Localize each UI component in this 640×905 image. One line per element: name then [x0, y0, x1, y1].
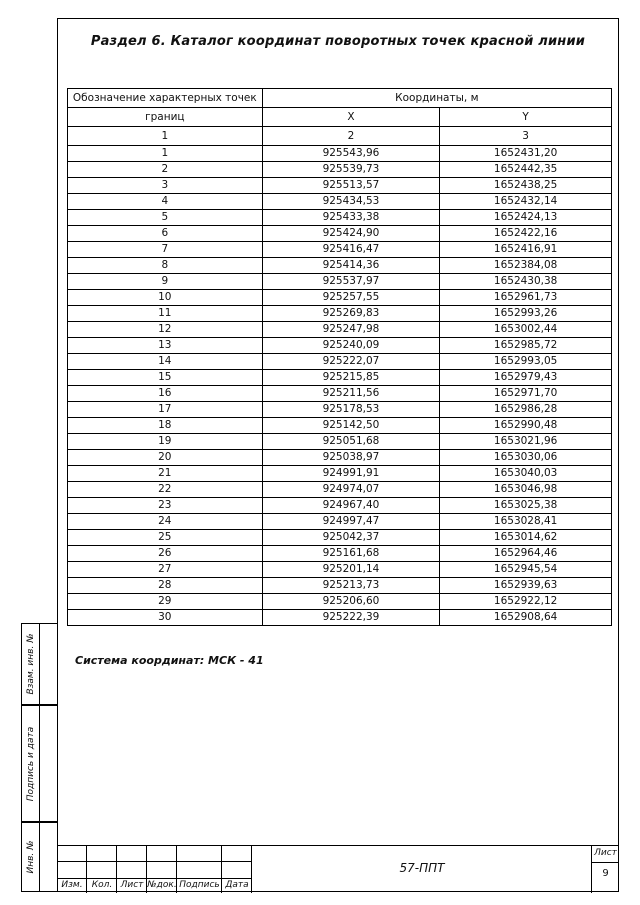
x-coordinate-cell: 925178,53 [262, 402, 440, 418]
y-coordinate-cell: 1652430,38 [440, 274, 612, 290]
x-coordinate-cell: 924997,47 [262, 514, 440, 530]
table-header-row [68, 127, 612, 146]
x-coordinate-cell: 925414,36 [262, 258, 440, 274]
y-coordinate-cell: 1652993,05 [440, 354, 612, 370]
x-coordinate-cell: 925543,96 [262, 146, 440, 162]
table-row [68, 322, 612, 338]
x-coordinate-cell: 925213,73 [262, 578, 440, 594]
x-coordinate-cell: 924991,91 [262, 466, 440, 482]
y-coordinate-cell: 1652961,73 [440, 290, 612, 306]
x-coordinate-cell: 925269,83 [262, 306, 440, 322]
table-row [68, 226, 612, 242]
point-number-cell: 24 [68, 514, 263, 530]
side-stamp-inv-label: Инв. № [25, 840, 36, 874]
table-row [68, 290, 612, 306]
table-row [68, 162, 612, 178]
point-number-cell: 3 [68, 178, 263, 194]
side-stamp-vzam-label: Взам. инв. № [25, 633, 36, 695]
table-row [68, 418, 612, 434]
header-num-3: 3 [440, 127, 612, 146]
table-row [68, 242, 612, 258]
x-coordinate-cell: 925539,73 [262, 162, 440, 178]
x-coordinate-cell: 925211,56 [262, 386, 440, 402]
y-coordinate-cell: 1652438,25 [440, 178, 612, 194]
y-coordinate-cell: 1652964,46 [440, 546, 612, 562]
tb-data: Дата [225, 880, 249, 890]
table-row [68, 306, 612, 322]
x-coordinate-cell: 925416,47 [262, 242, 440, 258]
table-row [68, 546, 612, 562]
table-row [68, 194, 612, 210]
point-number-cell: 27 [68, 562, 263, 578]
y-coordinate-cell: 1652432,14 [440, 194, 612, 210]
tb-izm: Изм. [61, 880, 83, 890]
table-row [68, 530, 612, 546]
point-number-cell: 14 [68, 354, 263, 370]
y-coordinate-cell: 1652431,20 [440, 146, 612, 162]
x-coordinate-cell: 925247,98 [262, 322, 440, 338]
point-number-cell: 7 [68, 242, 263, 258]
x-coordinate-cell: 925222,39 [262, 610, 440, 626]
x-coordinate-cell: 925513,57 [262, 178, 440, 194]
point-number-cell: 23 [68, 498, 263, 514]
x-coordinate-cell: 924967,40 [262, 498, 440, 514]
x-coordinate-cell: 925142,50 [262, 418, 440, 434]
x-coordinate-cell: 925161,68 [262, 546, 440, 562]
y-coordinate-cell: 1653030,06 [440, 450, 612, 466]
y-coordinate-cell: 1653046,98 [440, 482, 612, 498]
point-number-cell: 16 [68, 386, 263, 402]
point-number-cell: 21 [68, 466, 263, 482]
x-coordinate-cell: 925433,38 [262, 210, 440, 226]
point-number-cell: 18 [68, 418, 263, 434]
sheet-label: Лист [594, 848, 617, 858]
table-row [68, 434, 612, 450]
side-stamp-vzam [21, 623, 57, 705]
page-title: Раздел 6. Каталог координат поворотных точек красной линии [90, 34, 586, 49]
header-coords: Координаты, м [262, 89, 611, 108]
table-row [68, 370, 612, 386]
point-number-cell: 25 [68, 530, 263, 546]
y-coordinate-cell: 1652416,91 [440, 242, 612, 258]
coordinate-system-note: Система координат: МСК - 41 [75, 654, 264, 667]
point-number-cell: 1 [68, 146, 263, 162]
y-coordinate-cell: 1652986,28 [440, 402, 612, 418]
x-coordinate-cell: 925038,97 [262, 450, 440, 466]
y-coordinate-cell: 1652985,72 [440, 338, 612, 354]
point-number-cell: 28 [68, 578, 263, 594]
table-row [68, 146, 612, 162]
tb-list: Лист [120, 880, 144, 890]
x-coordinate-cell: 925537,97 [262, 274, 440, 290]
y-coordinate-cell: 1653028,41 [440, 514, 612, 530]
x-coordinate-cell: 925215,85 [262, 370, 440, 386]
y-coordinate-cell: 1652993,26 [440, 306, 612, 322]
table-row [68, 178, 612, 194]
table-row [68, 274, 612, 290]
point-number-cell: 4 [68, 194, 263, 210]
y-coordinate-cell: 1653040,03 [440, 466, 612, 482]
header-num-2: 2 [262, 127, 440, 146]
point-number-cell: 30 [68, 610, 263, 626]
table-row [68, 610, 612, 626]
point-number-cell: 2 [68, 162, 263, 178]
point-number-cell: 8 [68, 258, 263, 274]
x-coordinate-cell: 925222,07 [262, 354, 440, 370]
point-number-cell: 29 [68, 594, 263, 610]
table-header-row [68, 89, 612, 108]
x-coordinate-cell: 925257,55 [262, 290, 440, 306]
table-row [68, 578, 612, 594]
header-y: Y [440, 108, 612, 127]
y-coordinate-cell: 1652971,70 [440, 386, 612, 402]
side-stamp-inv [21, 822, 57, 892]
table-row [68, 258, 612, 274]
y-coordinate-cell: 1652922,12 [440, 594, 612, 610]
document-code: 57-ППТ [399, 861, 445, 875]
x-coordinate-cell: 925434,53 [262, 194, 440, 210]
table-row [68, 338, 612, 354]
x-coordinate-cell: 925201,14 [262, 562, 440, 578]
point-number-cell: 12 [68, 322, 263, 338]
sheet-number: 9 [602, 868, 609, 879]
table-row [68, 354, 612, 370]
point-number-cell: 10 [68, 290, 263, 306]
table-row [68, 562, 612, 578]
y-coordinate-cell: 1652979,43 [440, 370, 612, 386]
title-block [57, 845, 619, 893]
table-header-row [68, 108, 612, 127]
table-row [68, 450, 612, 466]
tb-podpis: Подпись [179, 880, 220, 890]
tb-ndok: №док. [147, 880, 177, 890]
y-coordinate-cell: 1653021,96 [440, 434, 612, 450]
table-row [68, 386, 612, 402]
point-number-cell: 19 [68, 434, 263, 450]
y-coordinate-cell: 1652939,63 [440, 578, 612, 594]
x-coordinate-cell: 925424,90 [262, 226, 440, 242]
point-number-cell: 17 [68, 402, 263, 418]
point-number-cell: 22 [68, 482, 263, 498]
table-row [68, 482, 612, 498]
y-coordinate-cell: 1652384,08 [440, 258, 612, 274]
x-coordinate-cell: 924974,07 [262, 482, 440, 498]
table-row [68, 594, 612, 610]
table-row [68, 466, 612, 482]
header-x: X [262, 108, 440, 127]
side-stamp-podpis-label: Подпись и дата [25, 726, 36, 801]
header-point-label-cont: границ [68, 108, 263, 127]
point-number-cell: 26 [68, 546, 263, 562]
x-coordinate-cell: 925042,37 [262, 530, 440, 546]
y-coordinate-cell: 1653014,62 [440, 530, 612, 546]
point-number-cell: 5 [68, 210, 263, 226]
binding-marks [2, 0, 3, 905]
point-number-cell: 13 [68, 338, 263, 354]
point-number-cell: 15 [68, 370, 263, 386]
y-coordinate-cell: 1652442,35 [440, 162, 612, 178]
y-coordinate-cell: 1652945,54 [440, 562, 612, 578]
y-coordinate-cell: 1653002,44 [440, 322, 612, 338]
y-coordinate-cell: 1652424,13 [440, 210, 612, 226]
y-coordinate-cell: 1652990,48 [440, 418, 612, 434]
x-coordinate-cell: 925240,09 [262, 338, 440, 354]
header-num-1: 1 [68, 127, 263, 146]
point-number-cell: 20 [68, 450, 263, 466]
side-stamp-podpis [21, 705, 57, 822]
y-coordinate-cell: 1652908,64 [440, 610, 612, 626]
tb-kol: Кол. [91, 880, 113, 890]
point-number-cell: 9 [68, 274, 263, 290]
y-coordinate-cell: 1653025,38 [440, 498, 612, 514]
table-row [68, 498, 612, 514]
point-number-cell: 11 [68, 306, 263, 322]
coordinates-table [67, 88, 612, 626]
table-row [68, 210, 612, 226]
header-point-label: Обозначение характерных точек [68, 89, 263, 108]
y-coordinate-cell: 1652422,16 [440, 226, 612, 242]
x-coordinate-cell: 925206,60 [262, 594, 440, 610]
x-coordinate-cell: 925051,68 [262, 434, 440, 450]
table-row [68, 514, 612, 530]
table-row [68, 402, 612, 418]
point-number-cell: 6 [68, 226, 263, 242]
